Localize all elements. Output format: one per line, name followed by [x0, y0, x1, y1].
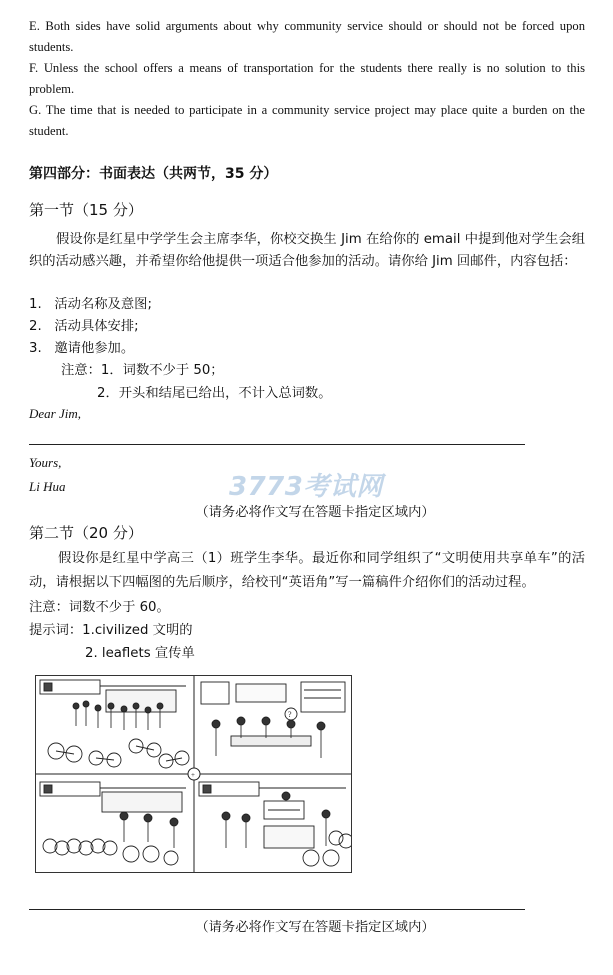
section1-point-1: 1. 活动名称及意图;: [29, 297, 152, 312]
panel-4: [199, 782, 351, 866]
hint-line-2: 2. leaflets 宣传单: [85, 646, 195, 661]
section1-heading: 第一节（15 分）: [29, 201, 143, 219]
section2-heading: 第二节（20 分）: [29, 524, 143, 542]
watermark-text: 3773考试网: [229, 472, 383, 502]
four-panel-illustration: [35, 675, 352, 873]
section1-point-2: 2. 活动具体安排;: [29, 319, 139, 334]
svg-text:?: ?: [288, 710, 292, 719]
section1-note-1: 注意：1．词数不少于 50；: [61, 363, 224, 378]
option-f: F. Unless the school offers a means of transportation for the students there really is no solution to this problem.: [29, 61, 585, 96]
section1-point-3: 3. 邀请他参加。: [29, 341, 135, 356]
option-g: G. The time that is needed to participate in a community service project may place quite a burden on the student.: [29, 103, 585, 138]
watermark-logo: [229, 466, 383, 503]
hint-line-1: 提示词：1.civilized 文明的: [29, 623, 193, 638]
section2-reminder: （请务必将作文写在答题卡指定区域内）: [195, 920, 435, 935]
writing-line-1: [29, 444, 525, 445]
svg-text:+: +: [191, 771, 195, 779]
section1-note-2: 2．开头和结尾已给出，不计入总词数。: [97, 386, 332, 401]
section2-note: 注意：词数不少于 60。: [29, 600, 170, 615]
option-e: E. Both sides have solid arguments about why community service should or should not be forced upon students.: [29, 19, 585, 54]
section1-prompt: 假设你是红星中学学生会主席李华，你校交换生 Jim 在给你的 email 中提到他对学生会组织的活动感兴趣，并希望你给他提供一项适合他参加的活动。请你给 Jim 回邮件，内容包括：: [29, 232, 585, 269]
closing-yours: Yours,: [29, 455, 62, 470]
panel-3: [40, 782, 186, 865]
writing-line-2: [29, 909, 525, 910]
section2-prompt: 假设你是红星中学高三（1）班学生李华。最近你和同学组织了“文明使用共享单车”的活动，请根据以下四幅图的先后顺序，给校刊“英语角”写一篇稿件介绍你们的活动过程。: [29, 551, 585, 590]
closing-name: Li Hua: [29, 479, 66, 494]
part4-heading: 第四部分：书面表达（共两节，35 分）: [29, 166, 278, 182]
greeting: Dear Jim,: [29, 406, 81, 421]
panel-2: [201, 682, 345, 758]
panel-1: [40, 680, 189, 768]
section1-reminder: （请务必将作文写在答题卡指定区域内）: [195, 505, 435, 520]
